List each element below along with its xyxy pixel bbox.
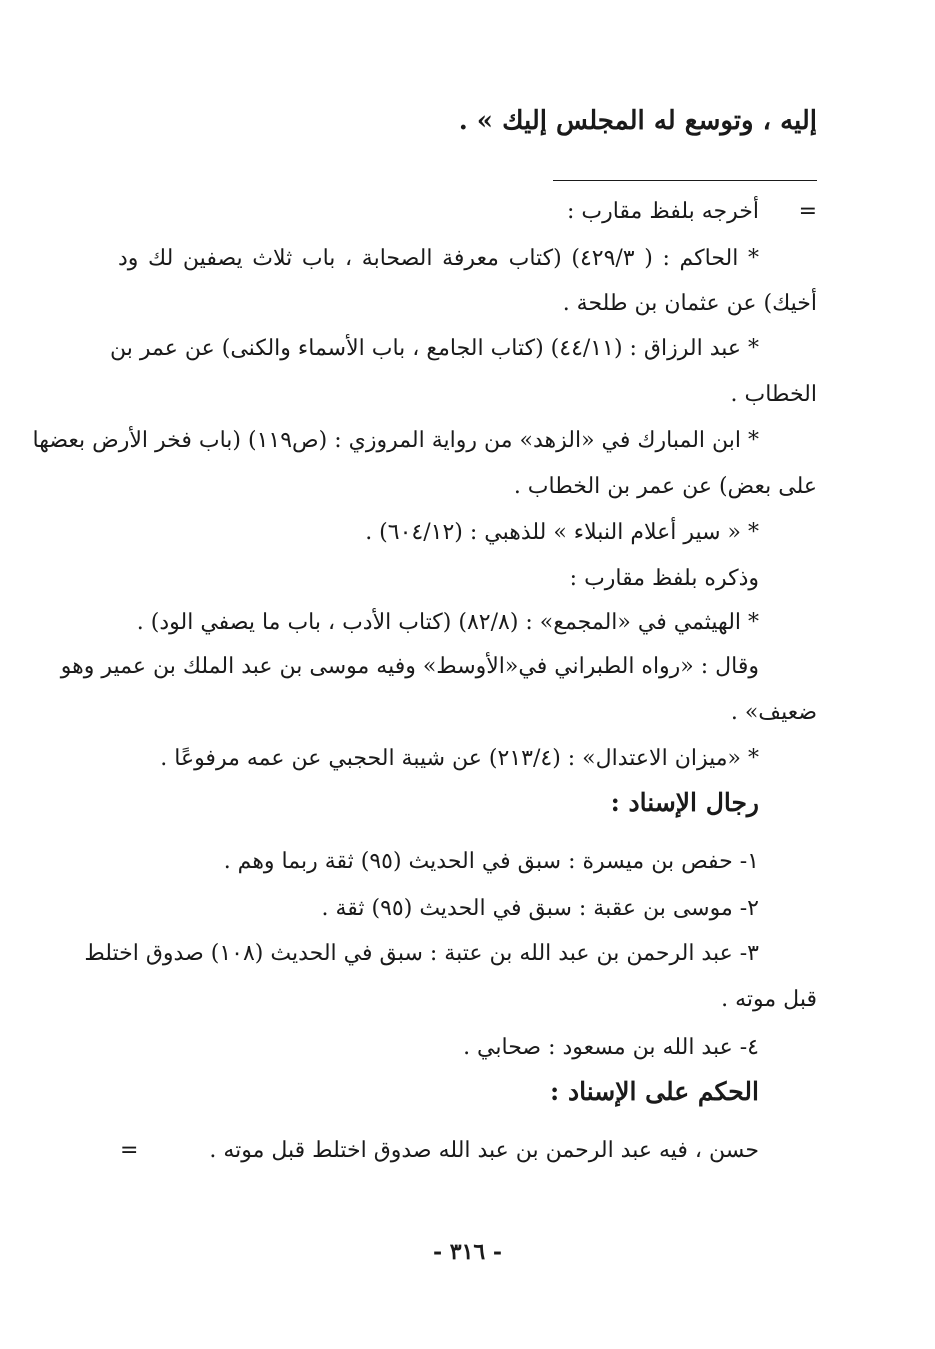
- footnote-line: * «ميزان الاعتدال» : (٢١٣/٤) عن شيبة الحجبي عن عمه مرفوعًا .: [160, 746, 759, 771]
- footnote-line: أخرجه بلفظ مقارب :: [566, 199, 759, 224]
- isnad-heading: رجال الإسناد :: [610, 788, 759, 817]
- footnote-line: * الهيثمي في «المجمع» : (٨٢/٨) (كتاب الأدب ، باب ما يصفي الود) .: [136, 610, 759, 635]
- footnote-line: ضعيف» .: [730, 700, 817, 725]
- footnote-line: وقال : «رواه الطبراني في«الأوسط» وفيه موسى بن عبد الملك بن عمير وهو: [60, 654, 759, 679]
- narrator-line: ١- حفص بن ميسرة : سبق في الحديث (٩٥) ثقة ربما وهم .: [223, 849, 759, 874]
- ruling-heading: الحكم على الإسناد :: [550, 1077, 759, 1106]
- footnote-line: على بعض) عن عمر بن الخطاب .: [513, 474, 817, 499]
- footnote-line: أخيك) عن عثمان بن طلحة .: [562, 291, 817, 316]
- footnote-separator: [553, 180, 817, 181]
- footnote-line: الخطاب .: [730, 382, 817, 407]
- narrator-line: ٣- عبد الرحمن بن عبد الله بن عتبة : سبق في الحديث (١٠٨) صدوق اختلط: [84, 941, 759, 966]
- footnote-continuation-mark: =: [798, 199, 817, 224]
- narrator-line: ٢- موسى بن عقبة : سبق في الحديث (٩٥) ثقة .: [321, 896, 759, 921]
- main-text-line: إليه ، وتوسع له المجلس إليك » .: [458, 106, 817, 136]
- ruling-continuation-mark: =: [120, 1138, 139, 1163]
- footnote-line: * « سير أعلام النبلاء » للذهبي : (٦٠٤/١٢) .: [365, 520, 759, 545]
- narrator-line: قبل موته .: [721, 987, 817, 1012]
- page-number: - ٣١٦ -: [432, 1239, 503, 1265]
- footnote-line: وذكره بلفظ مقارب :: [569, 566, 759, 591]
- footnote-line: * الحاكم : ( ٤٢٩/٣) (كتاب معرفة الصحابة ، باب ثلاث يصفين لك ود: [118, 246, 759, 271]
- narrator-line: ٤- عبد الله بن مسعود : صحابي .: [463, 1035, 759, 1060]
- footnote-line: * عبد الرزاق : (٤٤/١١) (كتاب الجامع ، باب الأسماء والكنى) عن عمر بن: [110, 336, 759, 361]
- ruling-text: حسن ، فيه عبد الرحمن بن عبد الله صدوق اختلط قبل موته .: [209, 1138, 759, 1163]
- footnote-line: * ابن المبارك في «الزهد» من رواية المروزي : (ص١١٩) (باب فخر الأرض بعضها: [32, 428, 759, 453]
